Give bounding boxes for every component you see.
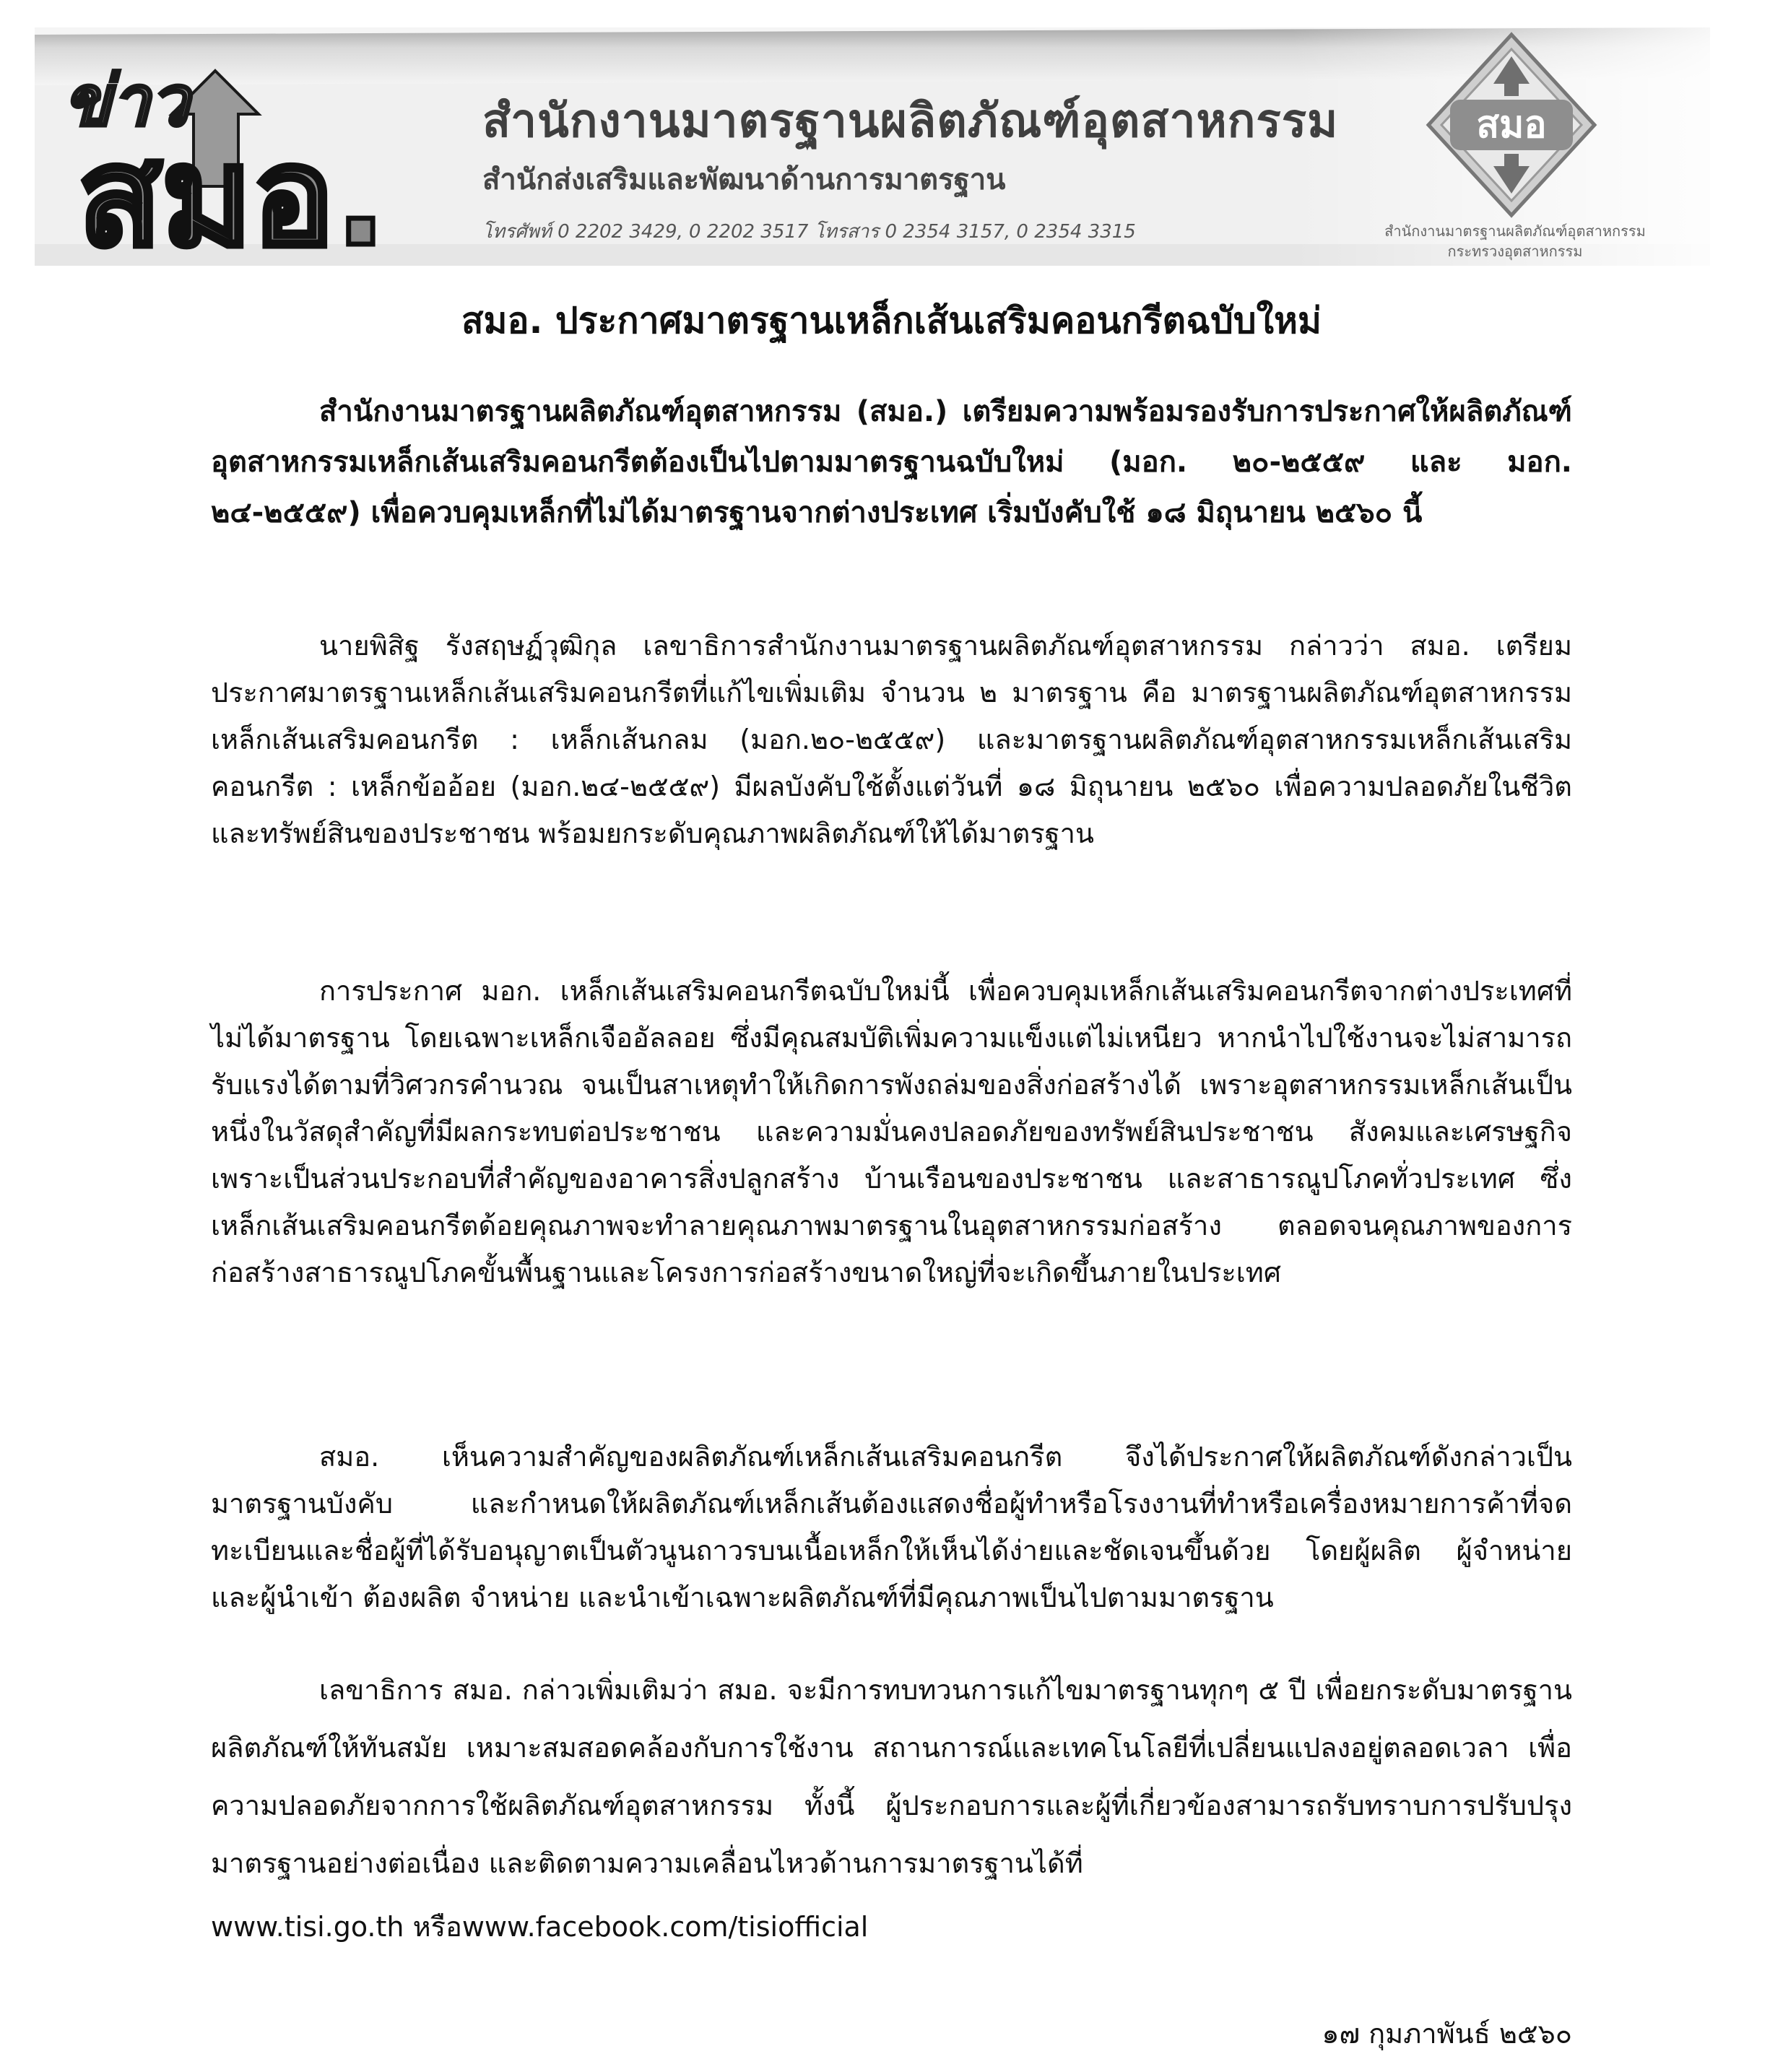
contact-numbers: โทรศัพท์ 0 2202 3429, 0 2202 3517 โทรสาร 0 2354 3157, 0 2354 3315 <box>482 221 1136 243</box>
article-title: สมอ. ประกาศมาตรฐานเหล็กเส้นเสริมคอนกรีตฉบับใหม่ <box>461 300 1322 342</box>
emblem-caption-line2: กระทรวงอุตสาหกรรม <box>1447 243 1583 260</box>
khao-samo-logo <box>49 56 425 266</box>
tisi-emblem <box>1421 27 1602 222</box>
body-paragraph-3: สมอ. เห็นความสำคัญของผลิตภัณฑ์เหล็กเส้นเสริมคอนกรีต จึงได้ประกาศให้ผลิตภัณฑ์ดังกล่าวเป็นมาตรฐานบังคับ และกำหนดให้ผลิตภัณฑ์เหล็กเส้นต้องแสดงชื่อผู้ทำหรือโรงงานที่ทำหรือเครื่องหมายการค้าที่จดทะเบียนและชื่อผู้ที่ได้รับอนุญาตเป็นตัวนูนถาวรบนเนื้อเหล็กให้เห็นได้ง่ายและชัดเจนขึ้นด้วย โดยผู้ผลิต ผู้จำหน่าย และผู้นำเข้า ต้องผลิต จำหน่าย และนำเข้าเฉพาะผลิตภัณฑ์ที่มีคุณภาพเป็นไปตามมาตรฐาน <box>211 1441 1572 1613</box>
lead-paragraph: สำนักงานมาตรฐานผลิตภัณฑ์อุตสาหกรรม (สมอ.) เตรียมความพร้อมรองรับการประกาศให้ผลิตภัณฑ์อุตสาหกรรมเหล็กเส้นเสริมคอนกรีตต้องเป็นไปตามมาตรฐานฉบับใหม่ (มอก. ๒๐-๒๕๕๙ และ มอก. ๒๔-๒๕๕๙) เพื่อควบคุมเหล็กที่ไม่ได้มาตรฐานจากต่างประเทศ เริ่มบังคับใช้ ๑๘ มิถุนายน ๒๕๖๐ นี้ <box>211 395 1572 529</box>
logo-word-bottom: สมอ. <box>78 117 387 266</box>
body-paragraph-2: การประกาศ มอก. เหล็กเส้นเสริมคอนกรีตฉบับใหม่นี้ เพื่อควบคุมเหล็กเส้นเสริมคอนกรีตจากต่างประเทศที่ไม่ได้มาตรฐาน โดยเฉพาะเหล็กเจืออัลลอย ซึ่งมีคุณสมบัติเพิ่มความแข็งแต่ไม่เหนียว หากนำไปใช้งานจะไม่สามารถรับแรงได้ตามที่วิศวกรคำนวณ จนเป็นสาเหตุทำให้เกิดการพังถล่มของสิ่งก่อสร้างได้ เพราะอุตสาหกรรมเหล็กเส้นเป็นหนึ่งในวัสดุสำคัญที่มีผลกระทบต่อประชาชน และความมั่นคงปลอดภัยของทรัพย์สินประชาชน สังคมและเศรษฐกิจ เพราะเป็นส่วนประกอบที่สำคัญของอาคารสิ่งปลูกสร้าง บ้านเรือนของประชาชน และสาธารณูปโภคทั่วประเทศ ซึ่งเหล็กเส้นเสริมคอนกรีตด้อยคุณภาพจะทำลายคุณภาพมาตรฐานในอุตสาหกรรมก่อสร้าง ตลอดจนคุณภาพของการก่อสร้างสาธารณูปโภคขั้นพื้นฐานและโครงการก่อสร้างขนาดใหญ่ที่จะเกิดขึ้นภายในประเทศ <box>211 975 1572 1288</box>
emblem-text: สมอ <box>1476 103 1547 147</box>
header-banner <box>35 27 1710 266</box>
emblem-caption <box>1327 221 1703 261</box>
body-paragraph-4: เลขาธิการ สมอ. กล่าวเพิ่มเติมว่า สมอ. จะมีการทบทวนการแก้ไขมาตรฐานทุกๆ ๕ ปี เพื่อยกระดับมาตรฐานผลิตภัณฑ์ให้ทันสมัย เหมาะสมสอดคล้องกับการใช้งาน สถานการณ์และเทคโนโลยีที่เปลี่ยนแปลงอยู่ตลอดเวลา เพื่อความปลอดภัยจากการใช้ผลิตภัณฑ์อุตสาหกรรม ทั้งนี้ ผู้ประกอบการและผู้ที่เกี่ยวข้องสามารถรับทราบการปรับปรุงมาตรฐานอย่างต่อเนื่อง และติดตามความเคลื่อนไหวด้านการมาตรฐานได้ที่ <box>211 1674 1572 1879</box>
body-paragraph-1: นายพิสิฐ รังสฤษฏ์วุฒิกุล เลขาธิการสำนักงานมาตรฐานผลิตภัณฑ์อุตสาหกรรม กล่าวว่า สมอ. เตรียมประกาศมาตรฐานเหล็กเส้นเสริมคอนกรีตที่แก้ไขเพิ่มเติม จำนวน ๒ มาตรฐาน คือ มาตรฐานผลิตภัณฑ์อุตสาหกรรมเหล็กเส้นเสริมคอนกรีต : เหล็กเส้นกลม (มอก.๒๐-๒๕๕๙) และมาตรฐานผลิตภัณฑ์อุตสาหกรรมเหล็กเส้นเสริมคอนกรีต : เหล็กข้ออ้อย (มอก.๒๔-๒๕๕๙) มีผลบังคับใช้ตั้งแต่วันที่ ๑๘ มิถุนายน ๒๕๖๐ เพื่อความปลอดภัยในชีวิตและทรัพย์สินของประชาชน พร้อมยกระดับคุณภาพผลิตภัณฑ์ให้ได้มาตรฐาน <box>211 630 1572 849</box>
document-date: ๑๗ กุมภาพันธ์ ๒๕๖๐ <box>1322 2018 1572 2050</box>
website-links: www.tisi.go.th หรือwww.facebook.com/tisiofficial <box>211 1911 869 1943</box>
emblem-caption-line1: สำนักงานมาตรฐานผลิตภัณฑ์อุตสาหกรรม <box>1384 222 1646 240</box>
bureau-name: สำนักส่งเสริมและพัฒนาด้านการมาตรฐาน <box>482 163 1006 196</box>
organization-name: สำนักงานมาตรฐานผลิตภัณฑ์อุตสาหกรรม <box>482 95 1339 148</box>
logo-word-top: ข่าว <box>64 61 189 142</box>
